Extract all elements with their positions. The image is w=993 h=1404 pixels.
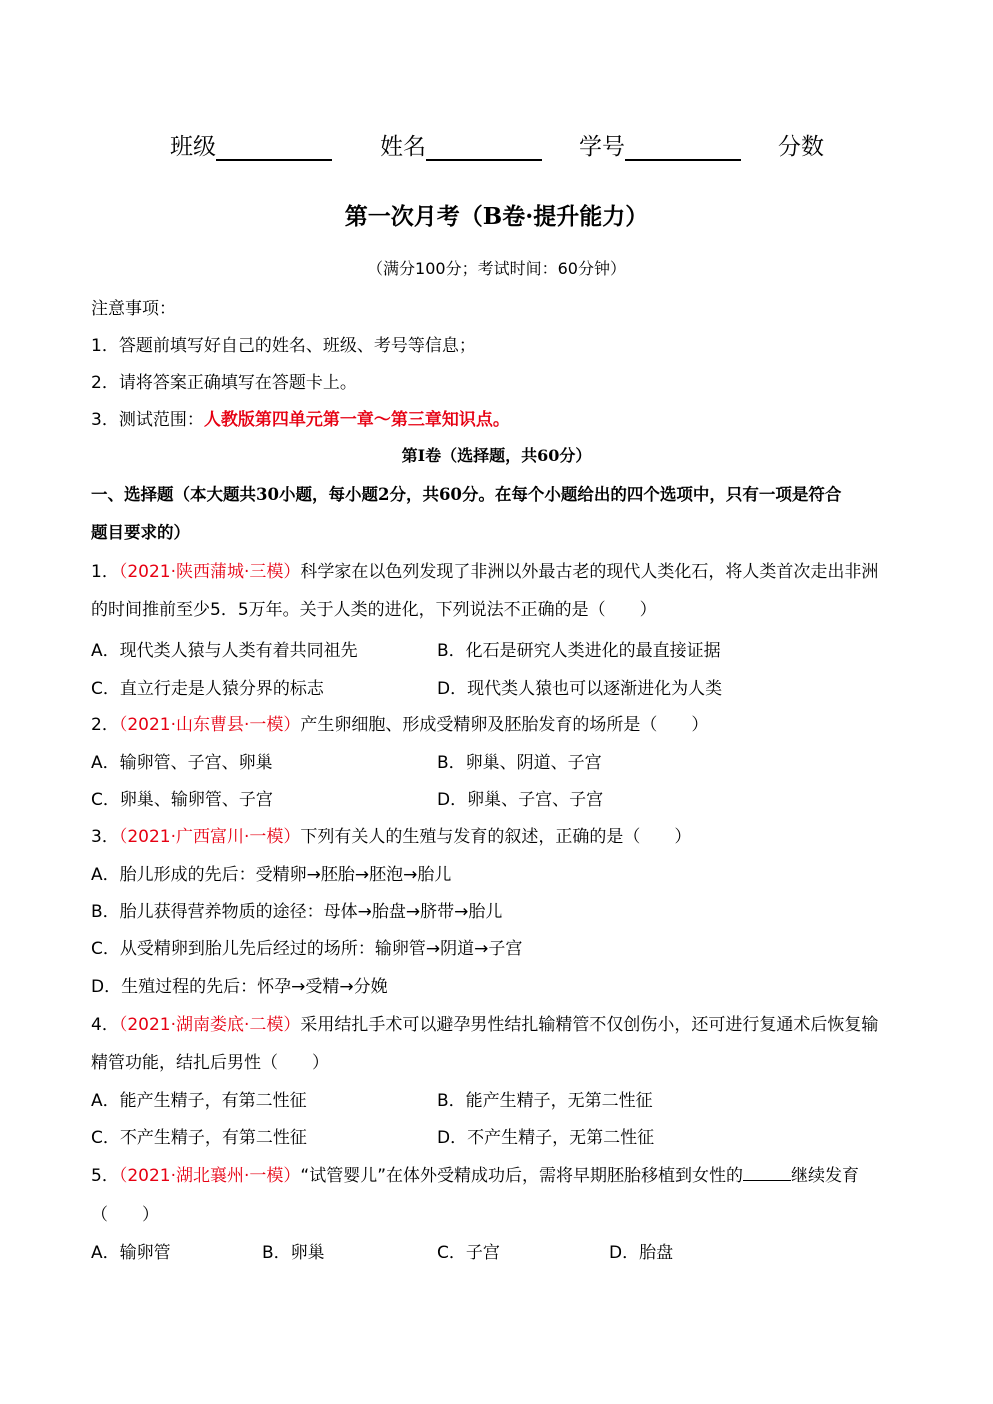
scope-value: 人教版第四单元第一章～第三章知识点。 <box>203 410 510 430</box>
q3-option-d[interactable]: D．生殖过程的先后：怀孕→受精→分娩 <box>91 977 388 997</box>
instructions-line: 一、选择题（本大题共30小题，每小题2分，共60分。在每个小题给出的四个选项中，只有一项是符合 <box>91 485 842 504</box>
q4-option-c[interactable]: C．不产生精子，有第二性征 <box>91 1128 307 1148</box>
q1-option-a[interactable]: A．现代类人猿与人类有着共同祖先 <box>91 641 358 661</box>
question-source: （2021·广西富川·一模） <box>118 827 301 847</box>
name-blank[interactable] <box>426 135 542 161</box>
q3-option-a[interactable]: A．胎儿形成的先后：受精卵→胚胎→胚泡→胎儿 <box>91 865 452 885</box>
q1-option-c[interactable]: C．直立行走是人猿分界的标志 <box>91 679 324 699</box>
question-1-stem <box>91 557 878 582</box>
name-label: 姓名 <box>380 134 426 160</box>
question-4-stem <box>91 1010 878 1035</box>
question-number: 5． <box>91 1166 119 1186</box>
question-number: 3． <box>91 827 119 847</box>
exam-subtitle: （满分100分；考试时间：60分钟） <box>367 259 626 278</box>
question-5-stem <box>91 1161 859 1186</box>
q1-option-d[interactable]: D．现代类人猿也可以逐渐进化为人类 <box>437 679 723 699</box>
q2-option-d[interactable]: D．卵巢、子宫、子宫 <box>437 790 604 810</box>
note-item: 2．请将答案正确填写在答题卡上。 <box>91 373 357 393</box>
class-field <box>170 128 332 161</box>
q2-option-c[interactable]: C．卵巢、输卵管、子宫 <box>91 790 273 810</box>
class-blank[interactable] <box>216 135 332 161</box>
question-text: “试管婴儿”在体外受精成功后，需将早期胚胎移植到女性的 <box>300 1166 744 1186</box>
q5-option-a[interactable]: A．输卵管 <box>91 1243 171 1263</box>
section-title: 第Ⅰ卷（选择题，共60分） <box>401 446 592 465</box>
q4-option-b[interactable]: B．能产生精子，无第二性征 <box>437 1091 653 1111</box>
student-id-label: 学号 <box>579 134 625 160</box>
student-id-field <box>579 128 741 161</box>
student-info-row <box>0 128 993 164</box>
name-field <box>380 128 542 161</box>
exam-title: 第一次月考（B卷·提升能力） <box>344 203 649 230</box>
q4-option-d[interactable]: D．不产生精子，无第二性征 <box>437 1128 655 1148</box>
score-field <box>778 128 824 161</box>
instructions-line: 题目要求的） <box>91 523 190 542</box>
question-text: 采用结扎手术可以避孕男性结扎输精管不仅创伤小，还可进行复通术后恢复输 <box>300 1015 879 1035</box>
question-1-stem-cont: 的时间推前至少5．5万年。关于人类的进化，下列说法不正确的是（ ） <box>91 600 657 620</box>
question-source: （2021·山东曹县·一模） <box>118 715 301 735</box>
q3-option-c[interactable]: C．从受精卵到胎儿先后经过的场所：输卵管→阴道→子宫 <box>91 939 523 959</box>
question-source: （2021·陕西蒲城·三模） <box>118 562 301 582</box>
note-scope <box>91 405 510 430</box>
scope-prefix: 3．测试范围： <box>91 410 204 430</box>
q5-option-c[interactable]: C．子宫 <box>437 1243 500 1263</box>
answer-blank[interactable] <box>743 1164 791 1181</box>
question-source: （2021·湖南娄底·二模） <box>118 1015 301 1035</box>
score-label: 分数 <box>778 134 824 160</box>
q1-option-b[interactable]: B．化石是研究人类进化的最直接证据 <box>437 641 721 661</box>
question-number: 4． <box>91 1015 119 1035</box>
q5-option-b[interactable]: B．卵巢 <box>262 1243 325 1263</box>
question-4-stem-cont: 精管功能，结扎后男性（ ） <box>91 1053 329 1073</box>
question-text-cont: 继续发育 <box>791 1166 860 1186</box>
q2-option-a[interactable]: A．输卵管、子宫、卵巢 <box>91 753 273 773</box>
q4-option-a[interactable]: A．能产生精子，有第二性征 <box>91 1091 307 1111</box>
note-item: 1．答题前填写好自己的姓名、班级、考号等信息； <box>91 336 476 356</box>
class-label: 班级 <box>170 134 216 160</box>
q2-option-b[interactable]: B．卵巢、阴道、子宫 <box>437 753 602 773</box>
question-text: 科学家在以色列发现了非洲以外最古老的现代人类化石，将人类首次走出非洲 <box>300 562 879 582</box>
question-text: 产生卵细胞、形成受精卵及胚胎发育的场所是（ ） <box>300 715 709 735</box>
q3-option-b[interactable]: B．胎儿获得营养物质的途径：母体→胎盘→脐带→胎儿 <box>91 902 503 922</box>
question-text: 下列有关人的生殖与发育的叙述，正确的是（ ） <box>300 827 692 847</box>
question-5-stem-cont: （ ） <box>91 1205 159 1225</box>
question-number: 1． <box>91 562 119 582</box>
notes-heading: 注意事项： <box>91 299 176 319</box>
question-2-stem <box>91 710 708 735</box>
q5-option-d[interactable]: D．胎盘 <box>609 1243 674 1263</box>
question-3-stem <box>91 822 691 847</box>
question-number: 2． <box>91 715 119 735</box>
student-id-blank[interactable] <box>625 135 741 161</box>
question-source: （2021·湖北襄州·一模） <box>118 1166 301 1186</box>
